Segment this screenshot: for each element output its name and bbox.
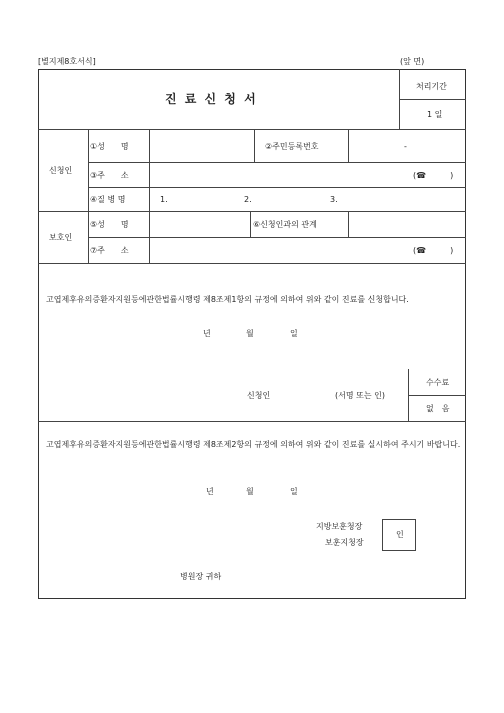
guardian-phone-label: (☎ )	[413, 246, 454, 255]
rrn-separator: -	[404, 142, 407, 151]
seal-text: 인	[396, 530, 404, 539]
instruction-date-day: 일	[290, 487, 298, 496]
issuer-line-1: 지방보훈청장	[316, 522, 363, 531]
guardian-section-label: 보호인	[49, 233, 73, 242]
request-date-day: 일	[290, 329, 298, 338]
form-number: [별지제8호서식]	[38, 57, 96, 66]
seal-box	[382, 519, 416, 551]
signature-field[interactable]	[290, 386, 330, 402]
instruction-text: 고엽제후유의증환자지원등에관한법률시행령 제8조제2항의 규정에 의하여 위와 같이 진료를 실시하여 주시기 바랍니다.	[46, 440, 461, 449]
fee-value: 없 음	[426, 404, 450, 413]
disease-item-2: 2.	[244, 195, 252, 204]
applicant-name-label: ①성 명	[90, 142, 129, 151]
applicant-address-label: ③주 소	[90, 171, 129, 180]
guardian-name-label: ⑤성 명	[90, 220, 129, 229]
page-side: (앞 면)	[400, 57, 425, 66]
disease-field[interactable]	[150, 188, 465, 210]
guardian-address-label: ⑦주 소	[90, 246, 129, 255]
applicant-phone-label: (☎ )	[413, 171, 454, 180]
disease-item-1: 1.	[160, 195, 168, 204]
request-date-month: 월	[246, 329, 254, 338]
applicant-name-field[interactable]	[150, 130, 253, 161]
instruction-date-month: 월	[246, 487, 254, 496]
guardian-relation-field[interactable]	[349, 212, 465, 236]
applicant-rrn-label: ②주민등록번호	[265, 142, 319, 151]
request-text: 고엽제후유의증환자지원등에관한법률시행령 제8조제1항의 규정에 의하여 위와 같이 진료를 신청합니다.	[46, 295, 409, 304]
applicant-section-label: 신청인	[49, 166, 73, 175]
disease-item-3: 3.	[330, 195, 338, 204]
instruction-date-year: 년	[206, 487, 214, 496]
addressee: 병원장 귀하	[180, 572, 222, 581]
form-title: 진 료 신 청 서	[165, 92, 258, 106]
guardian-relation-label: ⑥신청인과의 관계	[253, 220, 317, 229]
signer-label: 신청인	[247, 391, 271, 400]
disease-label: ④질 병 명	[90, 195, 126, 204]
sign-hint: (서명 또는 인)	[335, 391, 385, 400]
guardian-name-field[interactable]	[150, 212, 249, 236]
fee-label: 수수료	[426, 378, 450, 387]
request-date-year: 년	[203, 329, 211, 338]
processing-period-label: 처리기간	[416, 82, 447, 91]
issuer-line-2: 보훈지청장	[325, 538, 364, 547]
processing-period-value: 1 일	[427, 110, 443, 119]
applicant-rrn-field[interactable]	[349, 130, 465, 161]
